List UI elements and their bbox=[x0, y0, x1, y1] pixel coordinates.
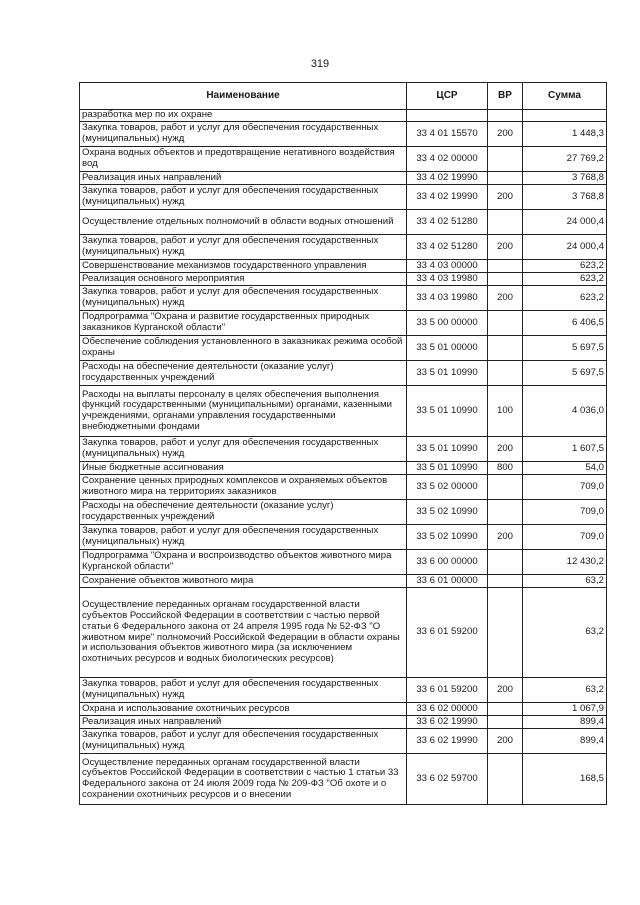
row-vr bbox=[488, 361, 523, 386]
row-sum: 3 768,8 bbox=[523, 185, 607, 210]
row-vr bbox=[488, 550, 523, 575]
row-sum: 6 406,5 bbox=[523, 311, 607, 336]
row-name: Реализация иных направлений bbox=[80, 716, 407, 729]
row-name: Закупка товаров, работ и услуг для обеспечения государственных (муниципальных) нужд bbox=[80, 185, 407, 210]
table-row bbox=[80, 273, 607, 286]
row-name: Сохранение ценных природных комплексов и охраняемых объектов животного мира на территориях заказников bbox=[80, 475, 407, 500]
table-row bbox=[80, 386, 607, 437]
table-row bbox=[80, 147, 607, 172]
header-name: Наименование bbox=[80, 83, 407, 110]
row-sum: 63,2 bbox=[523, 588, 607, 678]
row-sum: 623,2 bbox=[523, 273, 607, 286]
row-vr bbox=[488, 588, 523, 678]
row-name: Закупка товаров, работ и услуг для обеспечения государственных (муниципальных) нужд bbox=[80, 678, 407, 703]
row-sum: 54,0 bbox=[523, 462, 607, 475]
table-row bbox=[80, 525, 607, 550]
row-sum: 27 769,2 bbox=[523, 147, 607, 172]
row-vr: 200 bbox=[488, 525, 523, 550]
row-vr bbox=[488, 110, 523, 122]
table-row bbox=[80, 754, 607, 805]
row-sum: 24 000,4 bbox=[523, 210, 607, 235]
row-vr bbox=[488, 500, 523, 525]
row-name: Сохранение объектов животного мира bbox=[80, 575, 407, 588]
row-vr bbox=[488, 754, 523, 805]
row-sum: 5 697,5 bbox=[523, 361, 607, 386]
header-csr: ЦСР bbox=[407, 83, 488, 110]
row-vr bbox=[488, 311, 523, 336]
row-name: Обеспечение соблюдения установленного в заказниках режима особой охраны bbox=[80, 336, 407, 361]
table-row bbox=[80, 716, 607, 729]
row-csr: 33 5 01 10990 bbox=[407, 437, 488, 462]
row-name: Расходы на выплаты персоналу в целях обеспечения выполнения функций государственными (муниципальными) органами, казенными учреждениями, органами управления государственными внебюджетными фондами bbox=[80, 386, 407, 437]
row-csr: 33 5 01 00000 bbox=[407, 336, 488, 361]
budget-table bbox=[79, 82, 607, 805]
table-row bbox=[80, 286, 607, 311]
table-row bbox=[80, 588, 607, 678]
table-row bbox=[80, 336, 607, 361]
row-sum: 623,2 bbox=[523, 286, 607, 311]
table-row bbox=[80, 311, 607, 336]
table-row bbox=[80, 361, 607, 386]
row-csr: 33 4 02 19990 bbox=[407, 172, 488, 185]
row-name: Закупка товаров, работ и услуг для обеспечения государственных (муниципальных) нужд bbox=[80, 729, 407, 754]
row-name: Закупка товаров, работ и услуг для обеспечения государственных (муниципальных) нужд bbox=[80, 235, 407, 260]
table-row bbox=[80, 110, 607, 122]
table-row bbox=[80, 185, 607, 210]
row-name: Закупка товаров, работ и услуг для обеспечения государственных (муниципальных) нужд bbox=[80, 122, 407, 147]
row-name: Закупка товаров, работ и услуг для обеспечения государственных (муниципальных) нужд bbox=[80, 437, 407, 462]
table-row bbox=[80, 500, 607, 525]
row-name: Совершенствование механизмов государственного управления bbox=[80, 260, 407, 273]
row-vr bbox=[488, 475, 523, 500]
row-csr: 33 6 00 00000 bbox=[407, 550, 488, 575]
row-name: Охрана водных объектов и предотвращение негативного воздействия вод bbox=[80, 147, 407, 172]
row-name: Расходы на обеспечение деятельности (оказание услуг) государственных учреждений bbox=[80, 500, 407, 525]
row-csr: 33 4 02 51280 bbox=[407, 235, 488, 260]
row-sum: 168,5 bbox=[523, 754, 607, 805]
row-name: Осуществление переданных органам государственной власти субъектов Российской Федерации в соответствии с частью первой статьи 6 Федерального закона от 24 апреля 1995 года № 52-ФЗ "О животном мире" полномочий Российской Федерации в области охраны и использования объектов животного мира (за исключением охотничьих ресурсов и водных биологических ресурсов) bbox=[80, 588, 407, 678]
row-csr: 33 6 01 59200 bbox=[407, 588, 488, 678]
row-vr: 100 bbox=[488, 386, 523, 437]
row-sum: 12 430,2 bbox=[523, 550, 607, 575]
row-sum: 4 036,0 bbox=[523, 386, 607, 437]
table-row bbox=[80, 575, 607, 588]
row-vr bbox=[488, 147, 523, 172]
row-csr: 33 5 02 10990 bbox=[407, 525, 488, 550]
table-row bbox=[80, 437, 607, 462]
row-sum bbox=[523, 110, 607, 122]
row-name: Осуществление переданных органам государственной власти субъектов Российской Федерации в соответствии с частью 1 статьи 33 Федерального закона от 24 июля 2009 года № 209-ФЗ "Об охоте и о сохранении охотничьих ресурсов и о внесении bbox=[80, 754, 407, 805]
table-row bbox=[80, 122, 607, 147]
row-sum: 1 448,3 bbox=[523, 122, 607, 147]
row-name: Расходы на обеспечение деятельности (оказание услуг) государственных учреждений bbox=[80, 361, 407, 386]
header-row bbox=[80, 83, 607, 110]
page-number: 319 bbox=[310, 58, 330, 70]
table-row bbox=[80, 703, 607, 716]
table-row bbox=[80, 172, 607, 185]
row-sum: 3 768,8 bbox=[523, 172, 607, 185]
row-vr: 200 bbox=[488, 437, 523, 462]
row-vr bbox=[488, 172, 523, 185]
row-vr: 200 bbox=[488, 185, 523, 210]
row-name: разработка мер по их охране bbox=[80, 110, 407, 122]
row-name: Подпрограмма "Охрана и развитие государственных природных заказников Курганской области" bbox=[80, 311, 407, 336]
table-row bbox=[80, 462, 607, 475]
row-csr: 33 4 03 00000 bbox=[407, 260, 488, 273]
row-sum: 1 607,5 bbox=[523, 437, 607, 462]
row-name: Иные бюджетные ассигнования bbox=[80, 462, 407, 475]
row-sum: 5 697,5 bbox=[523, 336, 607, 361]
row-csr: 33 4 03 19980 bbox=[407, 273, 488, 286]
row-csr: 33 4 03 19980 bbox=[407, 286, 488, 311]
row-name: Осуществление отдельных полномочий в области водных отношений bbox=[80, 210, 407, 235]
row-csr: 33 4 01 15570 bbox=[407, 122, 488, 147]
row-vr: 200 bbox=[488, 235, 523, 260]
row-vr bbox=[488, 336, 523, 361]
row-csr: 33 5 00 00000 bbox=[407, 311, 488, 336]
row-name: Закупка товаров, работ и услуг для обеспечения государственных (муниципальных) нужд bbox=[80, 286, 407, 311]
row-csr: 33 5 01 10990 bbox=[407, 361, 488, 386]
table-body bbox=[80, 110, 607, 805]
row-vr: 800 bbox=[488, 462, 523, 475]
table-row bbox=[80, 260, 607, 273]
row-csr: 33 6 01 59200 bbox=[407, 678, 488, 703]
row-sum: 623,2 bbox=[523, 260, 607, 273]
row-vr bbox=[488, 575, 523, 588]
table-row bbox=[80, 550, 607, 575]
row-csr: 33 5 02 10990 bbox=[407, 500, 488, 525]
table-row bbox=[80, 678, 607, 703]
row-csr: 33 6 02 19990 bbox=[407, 716, 488, 729]
row-vr bbox=[488, 260, 523, 273]
row-sum: 899,4 bbox=[523, 729, 607, 754]
row-csr: 33 5 02 00000 bbox=[407, 475, 488, 500]
row-csr: 33 4 02 00000 bbox=[407, 147, 488, 172]
row-csr: 33 6 01 00000 bbox=[407, 575, 488, 588]
table-row bbox=[80, 210, 607, 235]
row-vr bbox=[488, 716, 523, 729]
row-name: Охрана и использование охотничьих ресурсов bbox=[80, 703, 407, 716]
row-sum: 1 067,9 bbox=[523, 703, 607, 716]
row-vr: 200 bbox=[488, 678, 523, 703]
row-name: Подпрограмма "Охрана и воспроизводство объектов животного мира Курганской области" bbox=[80, 550, 407, 575]
row-name: Закупка товаров, работ и услуг для обеспечения государственных (муниципальных) нужд bbox=[80, 525, 407, 550]
header-sum: Сумма bbox=[523, 83, 607, 110]
row-vr: 200 bbox=[488, 729, 523, 754]
row-csr: 33 4 02 51280 bbox=[407, 210, 488, 235]
row-vr: 200 bbox=[488, 286, 523, 311]
row-sum: 63,2 bbox=[523, 678, 607, 703]
row-sum: 709,0 bbox=[523, 525, 607, 550]
row-name: Реализация иных направлений bbox=[80, 172, 407, 185]
row-csr bbox=[407, 110, 488, 122]
header-vr: ВР bbox=[488, 83, 523, 110]
row-csr: 33 6 02 59700 bbox=[407, 754, 488, 805]
row-sum: 63,2 bbox=[523, 575, 607, 588]
row-sum: 709,0 bbox=[523, 475, 607, 500]
row-csr: 33 6 02 19990 bbox=[407, 729, 488, 754]
row-csr: 33 5 01 10990 bbox=[407, 386, 488, 437]
row-vr bbox=[488, 210, 523, 235]
row-csr: 33 5 01 10990 bbox=[407, 462, 488, 475]
row-vr bbox=[488, 703, 523, 716]
row-sum: 899,4 bbox=[523, 716, 607, 729]
table-row bbox=[80, 475, 607, 500]
row-sum: 709,0 bbox=[523, 500, 607, 525]
row-csr: 33 4 02 19990 bbox=[407, 185, 488, 210]
row-vr: 200 bbox=[488, 122, 523, 147]
row-name: Реализация основного мероприятия bbox=[80, 273, 407, 286]
table-row bbox=[80, 729, 607, 754]
table-row bbox=[80, 235, 607, 260]
row-csr: 33 6 02 00000 bbox=[407, 703, 488, 716]
row-sum: 24 000,4 bbox=[523, 235, 607, 260]
row-vr bbox=[488, 273, 523, 286]
